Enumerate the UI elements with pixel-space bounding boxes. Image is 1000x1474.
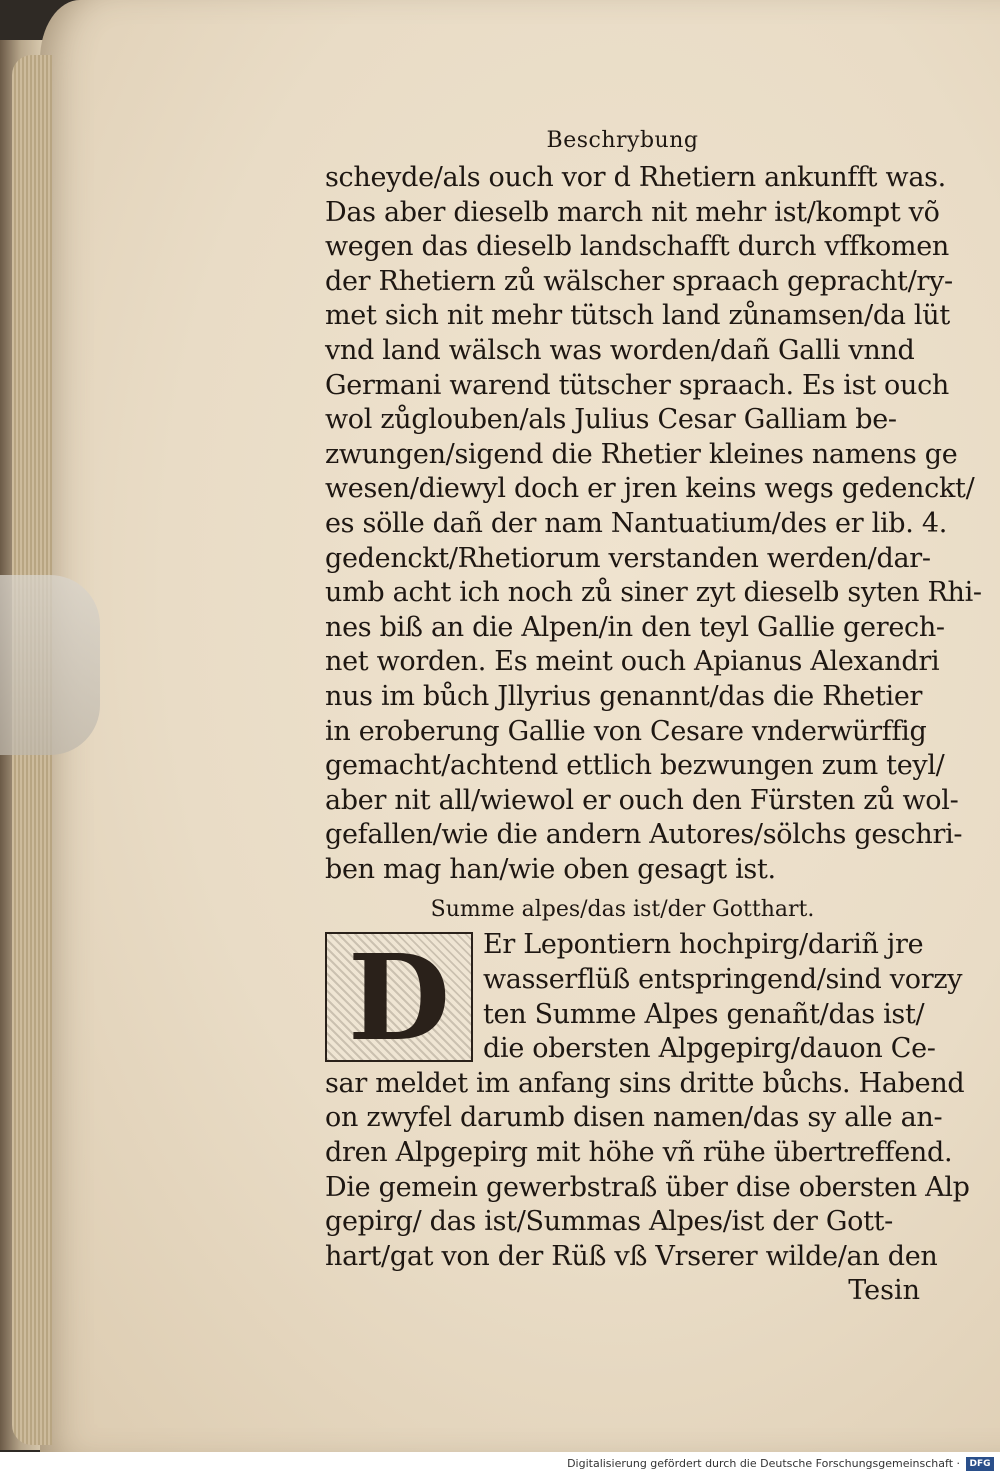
text-line: der Rhetiern zů wälscher spraach gepracht/ry- xyxy=(325,265,953,297)
text-line: Germani warend tütscher spraach. Es ist ouch xyxy=(325,369,949,401)
text-line: gepirg/ das ist/Summas Alpes/ist der Gott- xyxy=(325,1206,894,1238)
text-line: on zwyfel darumb disen namen/das sy alle an- xyxy=(325,1102,943,1134)
text-line: dren Alpgepirg mit höhe vñ rühe übertreffend. xyxy=(325,1137,953,1169)
text-line: Das aber dieselb march nit mehr ist/kompt võ xyxy=(325,196,940,228)
text-line: zwungen/sigend die Rhetier kleines namens ge xyxy=(325,438,958,470)
text-line: vnd land wälsch was worden/dañ Galli vnnd xyxy=(325,334,915,366)
section-heading: Summe alpes/das ist/der Gotthart. xyxy=(430,897,815,923)
text-line: hart/gat von der Rüß vß Vrserer wilde/an den xyxy=(325,1240,938,1272)
text-line: wol zůglouben/als Julius Cesar Galliam be- xyxy=(325,404,897,436)
text-line: wasserflüß entspringend/sind vorzy xyxy=(483,964,963,996)
text-line: Die gemein gewerbstraß über dise obersten Alp xyxy=(325,1171,970,1203)
first-paragraph xyxy=(325,161,982,887)
text-line: nus im bůch Jllyrius genannt/das die Rhetier xyxy=(325,680,923,712)
text-line: nes biß an die Alpen/in den teyl Gallie gerech- xyxy=(325,611,945,643)
text-line: gedenckt/Rhetiorum verstanden werden/dar- xyxy=(325,542,931,574)
text-line: aber nit all/wiewol er ouch den Fürsten zů wol- xyxy=(325,784,959,816)
text-line: in eroberung Gallie von Cesare vnderwürffig xyxy=(325,715,927,747)
footer-bar xyxy=(0,1452,1000,1474)
text-line: ten Summe Alpes genañt/das ist/ xyxy=(483,998,925,1030)
dfg-logo-icon: DFG xyxy=(966,1457,994,1471)
bookmark-strip xyxy=(0,575,100,755)
text-line: ben mag han/wie oben gesagt ist. xyxy=(325,853,776,885)
text-block xyxy=(325,128,982,1309)
second-paragraph xyxy=(325,927,970,1274)
text-line: net worden. Es meint ouch Apianus Alexandri xyxy=(325,646,940,678)
funding-notice: Digitalisierung gefördert durch die Deutsche Forschungsgemeinschaft · xyxy=(567,1457,960,1470)
text-line: wesen/diewyl doch er jren keins wegs gedenckt/ xyxy=(325,473,975,505)
catchword: Tesin xyxy=(848,1275,920,1307)
text-line: umb acht ich noch zů siner zyt dieselb syten Rhi- xyxy=(325,577,982,609)
text-line: scheyde/als ouch vor d Rhetiern ankunfft was. xyxy=(325,162,946,193)
text-line: gefallen/wie die andern Autores/sölchs geschri- xyxy=(325,819,963,851)
text-line: wegen das dieselb landschafft durch vffkomen xyxy=(325,231,949,263)
text-line: die obersten Alpgepirg/dauon Ce- xyxy=(483,1033,936,1065)
decorated-initial: D xyxy=(325,932,473,1062)
text-line: gemacht/achtend ettlich bezwungen zum teyl/ xyxy=(325,750,945,782)
running-head: Beschrybung xyxy=(546,128,699,153)
text-line: met sich nit mehr tütsch land zůnamsen/da lüt xyxy=(325,300,950,332)
text-line: sar meldet im anfang sins dritte bůchs. Habend xyxy=(325,1067,965,1099)
text-line: es sölle dañ der nam Nantuatium/des er lib. 4. xyxy=(325,507,948,539)
text-line: Er Lepontiern hochpirg/dariñ jre xyxy=(483,929,924,961)
